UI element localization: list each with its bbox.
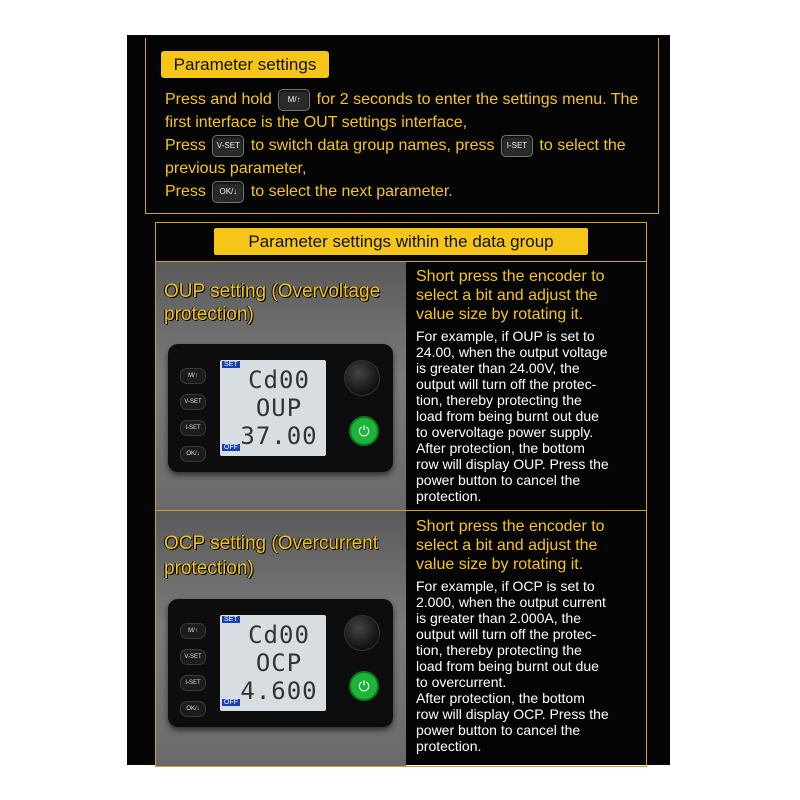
lcd-set-label: SET bbox=[224, 616, 238, 623]
oup-desc-line: power button to cancel the bbox=[416, 472, 581, 488]
device-button-iset: I-SET bbox=[180, 420, 206, 436]
device-button-vset: V-SET bbox=[180, 394, 206, 410]
lcd-off-label: OFF bbox=[224, 699, 238, 706]
oup-desc-line: For example, if OUP is set to bbox=[416, 328, 595, 344]
lcd-line1: Cd00 bbox=[248, 366, 310, 394]
encoder-knob-icon bbox=[344, 360, 380, 396]
oup-desc-big-2: select a bit and adjust the bbox=[416, 287, 598, 304]
intro-text bbox=[165, 88, 655, 203]
oup-desc-big-3: value size by rotating it. bbox=[416, 306, 584, 323]
lcd-line1: Cd00 bbox=[248, 621, 310, 649]
oup-desc-line: protection. bbox=[416, 488, 482, 504]
ocp-desc-highlight bbox=[416, 517, 656, 574]
intro-line3-c: to select the bbox=[539, 137, 626, 154]
oup-desc-highlight bbox=[416, 267, 656, 324]
ocp-lcd-screen bbox=[220, 615, 326, 711]
intro-line3-b: to switch data group names, press bbox=[250, 137, 495, 154]
ocp-desc-big-2: select a bit and adjust the bbox=[416, 537, 598, 554]
ok-key-icon: OK/↓ bbox=[212, 181, 244, 203]
oup-desc-big-1: Short press the encoder to bbox=[416, 268, 605, 285]
oup-title-line2: protection) bbox=[164, 304, 254, 325]
intro-line1-a: Press and hold bbox=[165, 91, 272, 108]
intro-line4: previous parameter, bbox=[165, 160, 307, 177]
ocp-desc-line: output will turn off the protec- bbox=[416, 626, 597, 642]
ocp-desc-line: power button to cancel the bbox=[416, 722, 581, 738]
intro-line5-a: Press bbox=[165, 183, 206, 200]
lcd-line2: OCP bbox=[255, 649, 303, 677]
ocp-desc-line: protection. bbox=[416, 738, 482, 754]
lcd-line3: 4.600 bbox=[240, 677, 318, 705]
intro-line3-a: Press bbox=[165, 137, 206, 154]
device-button-iset: I-SET bbox=[180, 675, 206, 691]
intro-line5-b: to select the next parameter. bbox=[250, 183, 453, 200]
device-button-ok: OK/↓ bbox=[180, 446, 206, 462]
ocp-desc-line: tion, thereby protecting the bbox=[416, 642, 582, 658]
vset-key-icon: V-SET bbox=[212, 135, 244, 157]
oup-desc-line: load from being burnt out due bbox=[416, 408, 599, 424]
oup-image-cell bbox=[156, 262, 406, 510]
iset-key-icon: I-SET bbox=[501, 135, 533, 157]
device-button-ok: OK/↓ bbox=[180, 701, 206, 717]
ocp-desc-line: is greater than 2.000A, the bbox=[416, 610, 581, 626]
ocp-desc-line: For example, if OCP is set to bbox=[416, 578, 595, 594]
device-button-m: M/↑ bbox=[180, 623, 206, 639]
oup-title-line1: OUP setting (Overvoltage bbox=[164, 281, 381, 302]
table-heading: Parameter settings within the data group bbox=[214, 228, 588, 255]
lcd-line2: OUP bbox=[255, 394, 303, 422]
intro-line2: first interface is the OUT settings interface, bbox=[165, 114, 468, 131]
lcd-off-label: OFF bbox=[224, 444, 238, 451]
table-header bbox=[156, 223, 646, 262]
oup-desc-line: row will display OUP. Press the bbox=[416, 456, 609, 472]
encoder-knob-icon bbox=[344, 615, 380, 651]
ocp-desc-line: row will display OCP. Press the bbox=[416, 706, 609, 722]
ocp-desc-big-1: Short press the encoder to bbox=[416, 518, 605, 535]
ocp-title-line2: protection) bbox=[164, 558, 254, 579]
device-button-m: M/↑ bbox=[180, 368, 206, 384]
oup-desc-line: output will turn off the protec- bbox=[416, 376, 597, 392]
ocp-image-cell bbox=[156, 511, 406, 766]
ocp-desc-body bbox=[416, 578, 644, 754]
lcd-line3: 37.00 bbox=[240, 422, 318, 450]
power-icon: ⏻ bbox=[349, 671, 379, 701]
oup-device bbox=[168, 344, 393, 472]
oup-desc-line: 24.00, when the output voltage bbox=[416, 344, 608, 360]
intro-line1-b: for 2 seconds to enter the settings menu. The bbox=[316, 91, 639, 108]
oup-desc-line: is greater than 24.00V, the bbox=[416, 360, 580, 376]
power-icon: ⏻ bbox=[349, 416, 379, 446]
page-title: Parameter settings bbox=[161, 51, 329, 78]
oup-desc-line: to overvoltage power supply. bbox=[416, 424, 594, 440]
device-button-vset: V-SET bbox=[180, 649, 206, 665]
oup-desc-line: After protection, the bottom bbox=[416, 440, 585, 456]
ocp-desc-line: 2.000, when the output current bbox=[416, 594, 606, 610]
lcd-set-label: SET bbox=[224, 361, 238, 368]
ocp-device bbox=[168, 599, 393, 727]
oup-lcd-screen bbox=[220, 360, 326, 456]
ocp-desc-big-3: value size by rotating it. bbox=[416, 556, 584, 573]
oup-desc-line: tion, thereby protecting the bbox=[416, 392, 582, 408]
ocp-title-line1: OCP setting (Overcurrent bbox=[164, 533, 379, 554]
menu-key-icon: M/↑ bbox=[278, 89, 310, 111]
ocp-desc-line: to overcurrent. bbox=[416, 674, 507, 690]
ocp-desc-line: load from being burnt out due bbox=[416, 658, 599, 674]
oup-desc-body bbox=[416, 328, 644, 504]
ocp-desc-line: After protection, the bottom bbox=[416, 690, 585, 706]
